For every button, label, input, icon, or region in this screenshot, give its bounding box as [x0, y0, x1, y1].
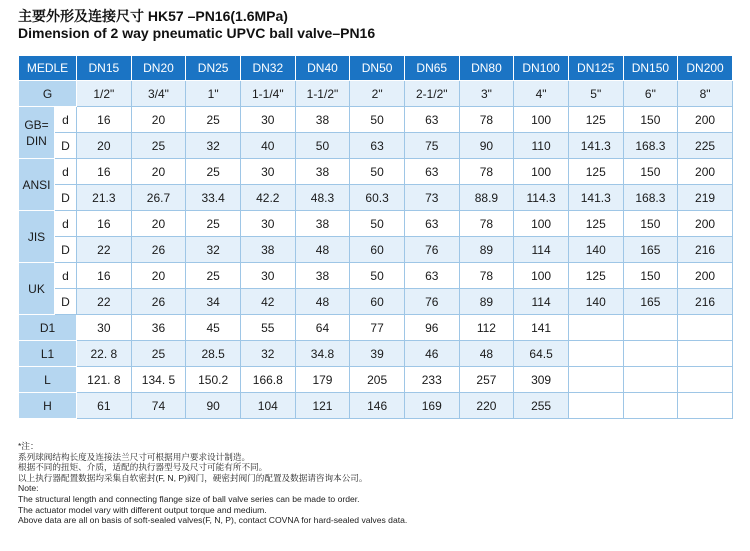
table-cell: 168.3	[623, 185, 678, 211]
table-cell: 25	[131, 133, 186, 159]
table-cell: 40	[240, 133, 295, 159]
table-cell: 50	[350, 159, 405, 185]
table-cell: 8"	[678, 81, 733, 107]
table-cell: 20	[131, 107, 186, 133]
table-cell: 200	[678, 159, 733, 185]
table-cell: 125	[568, 211, 623, 237]
table-cell: 96	[404, 315, 459, 341]
table-cell	[678, 341, 733, 367]
table-cell: 255	[514, 393, 569, 419]
table-row	[19, 289, 733, 315]
note-line: 根据不同的扭矩、介质，适配的执行器型号及尺寸可能有所不同。	[18, 462, 268, 473]
row-group-label: JIS	[19, 211, 55, 263]
table-cell: 34	[186, 289, 241, 315]
table-cell	[623, 367, 678, 393]
table-row	[19, 237, 733, 263]
note-line: Note:	[18, 483, 39, 494]
table-cell	[623, 315, 678, 341]
row-label: L1	[19, 341, 77, 367]
table-cell: 4"	[514, 81, 569, 107]
table-cell: 61	[77, 393, 132, 419]
table-cell: 42.2	[240, 185, 295, 211]
table-cell: 5"	[568, 81, 623, 107]
table-cell: 100	[514, 107, 569, 133]
title-english: Dimension of 2 way pneumatic UPVC ball valve–PN16	[18, 25, 376, 41]
table-cell: 140	[568, 289, 623, 315]
table-cell: 90	[459, 133, 514, 159]
table-cell	[678, 367, 733, 393]
table-cell: 2-1/2"	[404, 81, 459, 107]
table-cell: 150	[623, 211, 678, 237]
table-cell: 114	[514, 289, 569, 315]
table-cell: 90	[186, 393, 241, 419]
table-cell: 150	[623, 159, 678, 185]
table-cell	[623, 341, 678, 367]
header-size: DN32	[240, 56, 295, 81]
note-line: 系列球阀结构长度及连接法兰尺寸可根据用户要求设计制造。	[18, 451, 251, 462]
row-sub-label: d	[55, 107, 77, 133]
table-cell: 60	[350, 289, 405, 315]
table-row	[19, 133, 733, 159]
table-cell: 100	[514, 159, 569, 185]
table-cell: 16	[77, 211, 132, 237]
row-sub-label: D	[55, 237, 77, 263]
table-cell: 50	[350, 211, 405, 237]
table-cell: 48	[459, 341, 514, 367]
table-cell: 20	[131, 211, 186, 237]
table-cell: 42	[240, 289, 295, 315]
row-sub-label: d	[55, 159, 77, 185]
row-sub-label: D	[55, 289, 77, 315]
table-cell: 32	[240, 341, 295, 367]
table-cell: 25	[186, 107, 241, 133]
table-cell: 30	[240, 211, 295, 237]
header-size: DN15	[77, 56, 132, 81]
table-cell: 73	[404, 185, 459, 211]
row-label: G	[19, 81, 77, 107]
table-cell: 88.9	[459, 185, 514, 211]
table-cell: 216	[678, 289, 733, 315]
row-group-label: GB= DIN	[19, 107, 55, 159]
table-cell: 22	[77, 237, 132, 263]
table-row	[19, 315, 733, 341]
table-row	[19, 367, 733, 393]
table-cell: 60	[350, 237, 405, 263]
table-cell: 76	[404, 237, 459, 263]
table-cell: 141.3	[568, 133, 623, 159]
table-cell: 25	[131, 341, 186, 367]
table-cell: 140	[568, 237, 623, 263]
table-cell: 2"	[350, 81, 405, 107]
table-cell: 309	[514, 367, 569, 393]
table-cell: 63	[404, 263, 459, 289]
table-cell: 166.8	[240, 367, 295, 393]
table-cell: 125	[568, 159, 623, 185]
table-cell: 1-1/4"	[240, 81, 295, 107]
table-cell: 26	[131, 289, 186, 315]
table-row	[19, 341, 733, 367]
table-cell: 34.8	[295, 341, 350, 367]
table-cell: 150	[623, 107, 678, 133]
table-cell: 33.4	[186, 185, 241, 211]
table-cell: 50	[350, 107, 405, 133]
table-cell: 20	[77, 133, 132, 159]
table-cell: 16	[77, 263, 132, 289]
header-size: DN40	[295, 56, 350, 81]
row-sub-label: d	[55, 211, 77, 237]
table-cell: 219	[678, 185, 733, 211]
row-group-label: ANSI	[19, 159, 55, 211]
notes-block	[18, 441, 738, 526]
table-cell: 125	[568, 263, 623, 289]
header-size: DN50	[350, 56, 405, 81]
table-cell: 45	[186, 315, 241, 341]
table-cell: 205	[350, 367, 405, 393]
table-cell: 100	[514, 263, 569, 289]
header-size: DN150	[623, 56, 678, 81]
table-cell: 100	[514, 211, 569, 237]
table-cell: 26.7	[131, 185, 186, 211]
table-cell: 3/4"	[131, 81, 186, 107]
table-cell: 78	[459, 211, 514, 237]
table-cell: 55	[240, 315, 295, 341]
table-cell: 257	[459, 367, 514, 393]
table-cell: 60.3	[350, 185, 405, 211]
table-cell: 16	[77, 159, 132, 185]
header-size: DN200	[678, 56, 733, 81]
table-cell: 74	[131, 393, 186, 419]
table-cell	[678, 393, 733, 419]
dimension-table	[18, 55, 733, 419]
row-sub-label: d	[55, 263, 77, 289]
table-cell: 165	[623, 289, 678, 315]
table-cell: 89	[459, 289, 514, 315]
table-cell: 1"	[186, 81, 241, 107]
table-cell: 16	[77, 107, 132, 133]
table-cell	[623, 393, 678, 419]
row-label: L	[19, 367, 77, 393]
table-cell: 114.3	[514, 185, 569, 211]
header-size: DN65	[404, 56, 459, 81]
table-cell: 146	[350, 393, 405, 419]
table-cell: 169	[404, 393, 459, 419]
table-cell: 63	[350, 133, 405, 159]
table-header-row	[19, 56, 733, 81]
table-cell: 30	[240, 159, 295, 185]
table-cell: 125	[568, 107, 623, 133]
table-cell: 50	[350, 263, 405, 289]
table-cell: 216	[678, 237, 733, 263]
table-cell: 32	[186, 237, 241, 263]
table-cell: 39	[350, 341, 405, 367]
table-cell: 104	[240, 393, 295, 419]
table-cell	[568, 393, 623, 419]
table-cell: 28.5	[186, 341, 241, 367]
table-cell: 220	[459, 393, 514, 419]
note-line: Above data are all on basis of soft-sealed valves(F, N, P), contact COVNA for hard-sealed valves data.	[18, 515, 408, 526]
table-cell	[568, 341, 623, 367]
table-cell: 22. 8	[77, 341, 132, 367]
table-cell: 150.2	[186, 367, 241, 393]
table-cell: 78	[459, 107, 514, 133]
row-sub-label: D	[55, 133, 77, 159]
table-cell: 20	[131, 159, 186, 185]
table-cell: 30	[240, 263, 295, 289]
table-cell	[568, 367, 623, 393]
note-line: The structural length and connecting flange size of ball valve series can be made to order.	[18, 493, 360, 504]
header-size: DN100	[514, 56, 569, 81]
table-cell: 48	[295, 289, 350, 315]
table-cell: 134. 5	[131, 367, 186, 393]
table-cell: 26	[131, 237, 186, 263]
table-cell: 38	[295, 107, 350, 133]
row-sub-label: D	[55, 185, 77, 211]
table-cell: 50	[295, 133, 350, 159]
table-cell: 25	[186, 211, 241, 237]
table-cell: 89	[459, 237, 514, 263]
table-cell: 48	[295, 237, 350, 263]
table-cell: 233	[404, 367, 459, 393]
table-cell: 75	[404, 133, 459, 159]
table-cell: 1/2"	[77, 81, 132, 107]
table-cell: 38	[295, 263, 350, 289]
table-cell: 32	[186, 133, 241, 159]
table-cell: 64	[295, 315, 350, 341]
row-label: D1	[19, 315, 77, 341]
table-cell: 200	[678, 107, 733, 133]
title-chinese: 主要外形及连接尺寸 HK57 –PN16(1.6MPa)	[18, 8, 288, 24]
table-row	[19, 159, 733, 185]
note-line: *注：	[18, 441, 39, 451]
table-cell: 30	[77, 315, 132, 341]
table-cell: 6"	[623, 81, 678, 107]
header-size: DN20	[131, 56, 186, 81]
table-cell: 20	[131, 263, 186, 289]
table-cell: 22	[77, 289, 132, 315]
table-cell: 112	[459, 315, 514, 341]
table-cell: 25	[186, 159, 241, 185]
header-size: DN125	[568, 56, 623, 81]
table-cell: 114	[514, 237, 569, 263]
table-cell: 200	[678, 211, 733, 237]
table-cell	[678, 315, 733, 341]
table-row	[19, 211, 733, 237]
table-cell: 141.3	[568, 185, 623, 211]
table-row	[19, 263, 733, 289]
table-cell: 63	[404, 211, 459, 237]
table-cell: 48.3	[295, 185, 350, 211]
table-cell: 200	[678, 263, 733, 289]
table-cell: 21.3	[77, 185, 132, 211]
header-size: DN25	[186, 56, 241, 81]
table-cell: 63	[404, 159, 459, 185]
table-cell: 179	[295, 367, 350, 393]
row-label: H	[19, 393, 77, 419]
table-cell: 76	[404, 289, 459, 315]
table-cell: 25	[186, 263, 241, 289]
table-cell: 150	[623, 263, 678, 289]
table-cell: 225	[678, 133, 733, 159]
table-cell	[568, 315, 623, 341]
table-row	[19, 81, 733, 107]
table-cell: 121	[295, 393, 350, 419]
table-row	[19, 185, 733, 211]
header-size: DN80	[459, 56, 514, 81]
table-cell: 36	[131, 315, 186, 341]
table-cell: 46	[404, 341, 459, 367]
table-cell: 77	[350, 315, 405, 341]
table-cell: 110	[514, 133, 569, 159]
note-line: 以上执行器配置数据均采集自软密封(F, N, P)阀门，硬密封阀门的配置及数据请咨询本公司。	[18, 472, 368, 483]
table-cell: 121. 8	[77, 367, 132, 393]
note-line: The actuator model vary with different output torque and medium.	[18, 504, 267, 515]
table-cell: 78	[459, 263, 514, 289]
table-cell: 63	[404, 107, 459, 133]
table-cell: 38	[295, 159, 350, 185]
table-row	[19, 393, 733, 419]
table-cell: 78	[459, 159, 514, 185]
table-cell: 1-1/2"	[295, 81, 350, 107]
table-cell: 38	[295, 211, 350, 237]
header-corner: MEDLE	[19, 56, 77, 81]
table-cell: 168.3	[623, 133, 678, 159]
table-row	[19, 107, 733, 133]
row-group-label: UK	[19, 263, 55, 315]
table-cell: 3"	[459, 81, 514, 107]
table-cell: 64.5	[514, 341, 569, 367]
table-cell: 30	[240, 107, 295, 133]
table-cell: 141	[514, 315, 569, 341]
table-cell: 165	[623, 237, 678, 263]
table-cell: 38	[240, 237, 295, 263]
